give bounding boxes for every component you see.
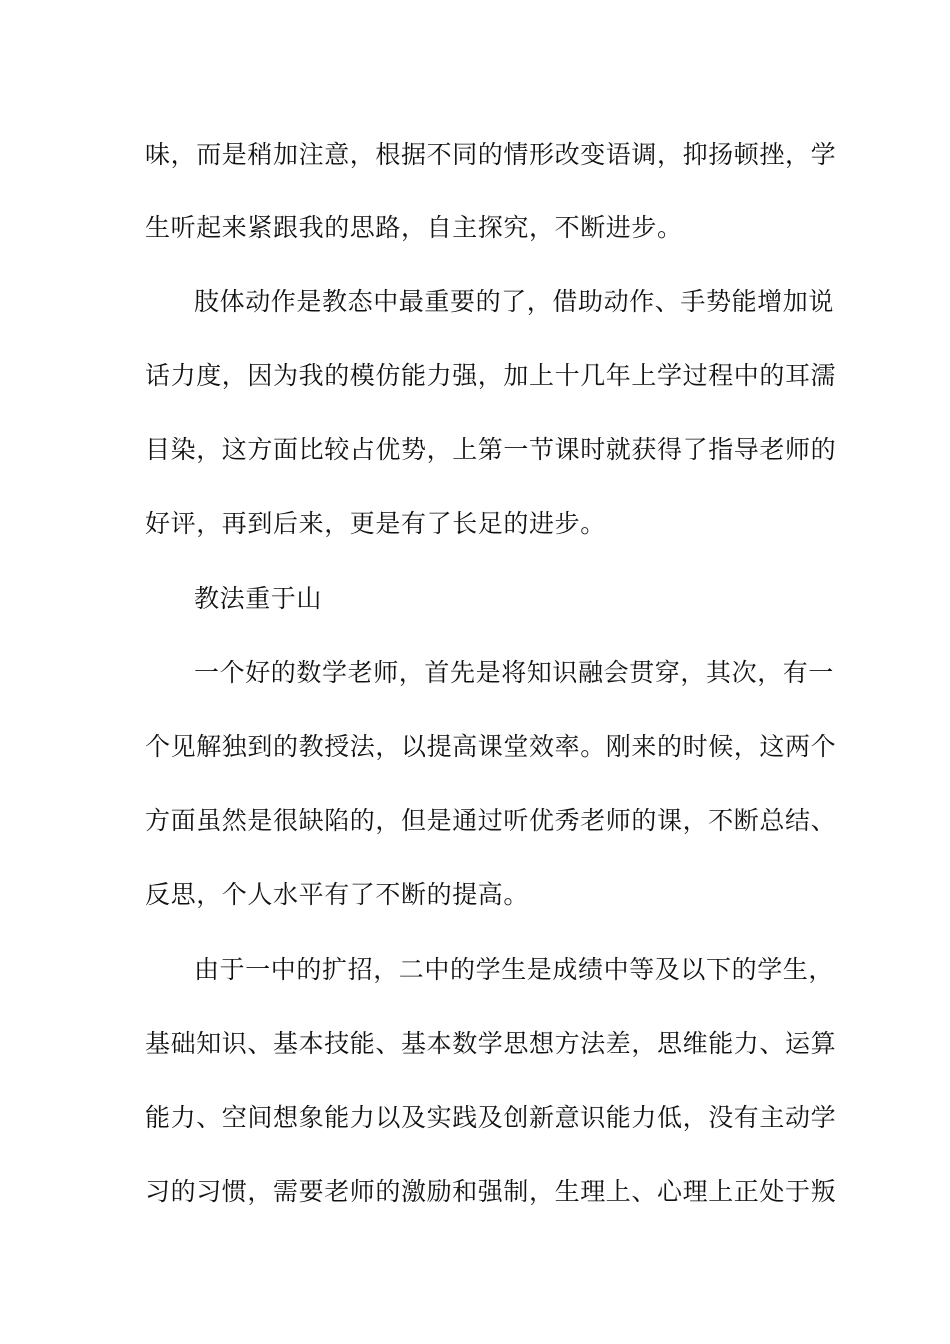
paragraph-line: 好评，再到后来，更是有了长足的进步。 [145,509,606,538]
paragraph-line: 话力度，因为我的模仿能力强，加上十几年上学过程中的耳濡 [145,361,837,390]
paragraph-line: 基础知识、基本技能、基本数学思想方法差，思维能力、运算 [145,1029,837,1058]
paragraph-line: 习的习惯，需要老师的激励和强制，生理上、心理上正处于叛 [145,1177,837,1206]
paragraph-line: 肢体动作是教态中最重要的了，借助动作、手势能增加说 [194,287,835,316]
paragraph-line: 能力、空间想象能力以及实践及创新意识能力低，没有主动学 [145,1103,837,1132]
paragraph-line: 一个好的数学老师，首先是将知识融会贯穿，其次，有一 [194,658,835,687]
paragraph-line: 反思，个人水平有了不断的提高。 [145,880,530,909]
paragraph-line: 个见解独到的教授法，以提高课堂效率。刚来的时候，这两个 [145,732,837,761]
paragraph-line: 方面虽然是很缺陷的，但是通过听优秀老师的课，不断总结、 [145,806,837,835]
section-heading: 教法重于山 [194,584,323,613]
paragraph-line: 目染，这方面比较占优势，上第一节课时就获得了指导老师的 [145,435,837,464]
paragraph-line: 味，而是稍加注意，根据不同的情形改变语调，抑扬顿挫，学 [145,140,837,169]
paragraph-line: 由于一中的扩招，二中的学生是成绩中等及以下的学生， [194,955,835,984]
paragraph-line: 生听起来紧跟我的思路，自主探究，不断进步。 [145,213,683,242]
